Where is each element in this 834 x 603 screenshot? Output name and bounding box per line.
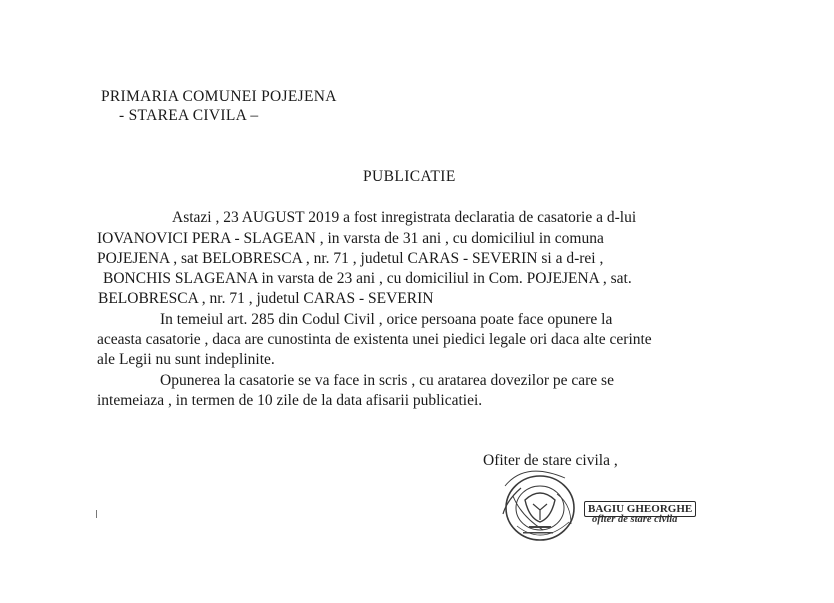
text-line: IOVANOVICI PERA - SLAGEAN , in varsta de 31 ani , cu domiciliul in comuna (97, 230, 604, 247)
stamp-name-box: BAGIU GHEORGHE (584, 501, 696, 517)
text-line: ale Legii nu sunt indeplinite. (97, 351, 275, 368)
text-line: aceasta casatorie , daca are cunostinta de existenta unei piedici legale ori daca alte cerinte (97, 331, 652, 348)
institution-header: PRIMARIA COMUNEI POJEJENA (101, 88, 337, 105)
department-header: - STAREA CIVILA – (119, 107, 259, 124)
text-line: BELOBRESCA , nr. 71 , judetul CARAS - SEVERIN (98, 290, 434, 307)
signature-role: Ofiter de stare civila , (483, 452, 618, 469)
margin-mark (96, 510, 97, 518)
text-line: intemeiaza , in termen de 10 zile de la data afisarii publicatiei. (97, 392, 483, 409)
text-line: POJEJENA , sat BELOBRESCA , nr. 71 , judetul CARAS - SEVERIN si a d-rei , (97, 250, 604, 267)
text-line: Opunerea la casatorie se va face in scris , cu aratarea dovezilor pe care se (160, 372, 614, 389)
text-line: Astazi , 23 AUGUST 2019 a fost inregistrata declaratia de casatorie a d-lui (172, 209, 637, 226)
text-line: In temeiul art. 285 din Codul Civil , orice persoana poate face opunere la (160, 311, 613, 328)
text-line: BONCHIS SLAGEANA in varsta de 23 ani , cu domiciliul in Com. POJEJENA , sat. (103, 270, 632, 287)
stamp-role-text: ofiter de stare civila (592, 514, 678, 525)
document-title: PUBLICATIE (363, 168, 456, 185)
